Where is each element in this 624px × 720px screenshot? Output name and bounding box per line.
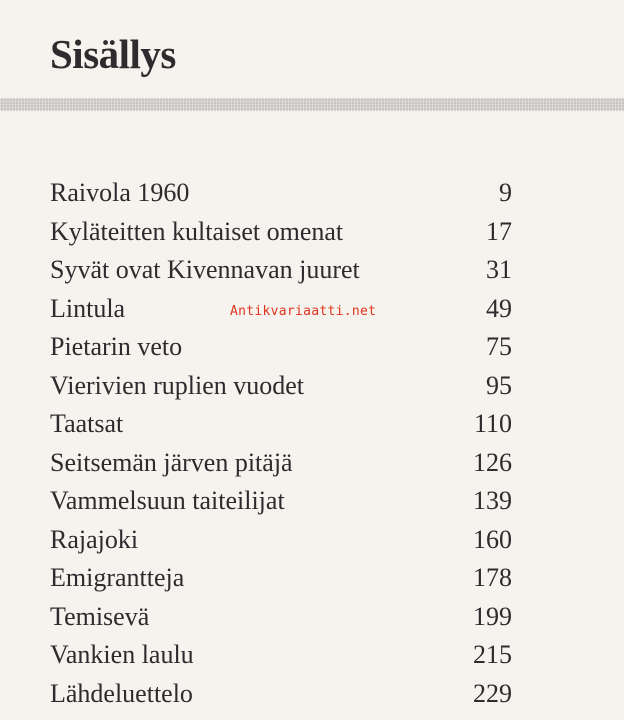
toc-entry-title: Raivola 1960 <box>50 178 190 207</box>
toc-entry <box>50 367 512 406</box>
toc-entry <box>50 559 512 598</box>
toc-entry <box>50 675 512 714</box>
toc-entry-title: Vankien laulu <box>50 640 194 669</box>
toc-entry-page: 110 <box>473 409 512 438</box>
toc-entry-title: Vierivien ruplien vuodet <box>50 370 305 400</box>
toc-entry-page: 49 <box>486 293 512 323</box>
toc-entry-page: 229 <box>473 678 512 708</box>
toc-entry-title: Temisevä <box>50 601 150 631</box>
toc-entry-page: 178 <box>473 563 512 592</box>
toc-entry-title: Pietarin veto <box>50 332 183 361</box>
toc-entry <box>50 251 512 290</box>
toc-entry-page: 31 <box>486 255 512 284</box>
toc-entry-page: 95 <box>486 370 512 400</box>
page-title: Sisällys <box>50 31 176 77</box>
toc-entry-title: Syvät ovat Kivennavan juuret <box>50 255 360 284</box>
toc-entry <box>50 328 512 367</box>
toc-entry-title: Taatsat <box>50 409 124 438</box>
toc-entry-title: Rajajoki <box>50 524 139 554</box>
toc-entry <box>50 598 512 637</box>
toc-entry-title: Seitsemän järven pitäjä <box>50 447 293 477</box>
toc-entry-page: 75 <box>486 332 512 361</box>
toc-entry-page: 126 <box>473 447 512 477</box>
watermark-text: Antikvariaatti.net <box>230 304 377 319</box>
toc-entry <box>50 636 512 675</box>
toc-entry-page: 199 <box>473 601 512 631</box>
toc-entry-page: 215 <box>473 640 512 669</box>
header-rule <box>0 98 624 111</box>
toc-entry-page: 17 <box>486 216 512 246</box>
toc-entry-title: Lintula <box>50 293 126 323</box>
toc-entry <box>50 521 512 560</box>
toc-entry <box>50 174 512 213</box>
toc-entry <box>50 444 512 483</box>
toc-entry <box>50 213 512 252</box>
toc-entry-page: 139 <box>473 486 512 515</box>
table-of-contents <box>50 174 512 713</box>
toc-entry-title: Vammelsuun taiteilijat <box>50 486 285 515</box>
toc-entry <box>50 482 512 521</box>
toc-entry-title: Emigrantteja <box>50 563 185 592</box>
toc-entry-page: 160 <box>473 524 512 554</box>
toc-entry-page: 9 <box>499 178 512 207</box>
toc-entry-title: Kyläteitten kultaiset omenat <box>50 216 344 246</box>
toc-entry <box>50 405 512 444</box>
toc-entry-title: Lähdeluettelo <box>50 678 193 708</box>
